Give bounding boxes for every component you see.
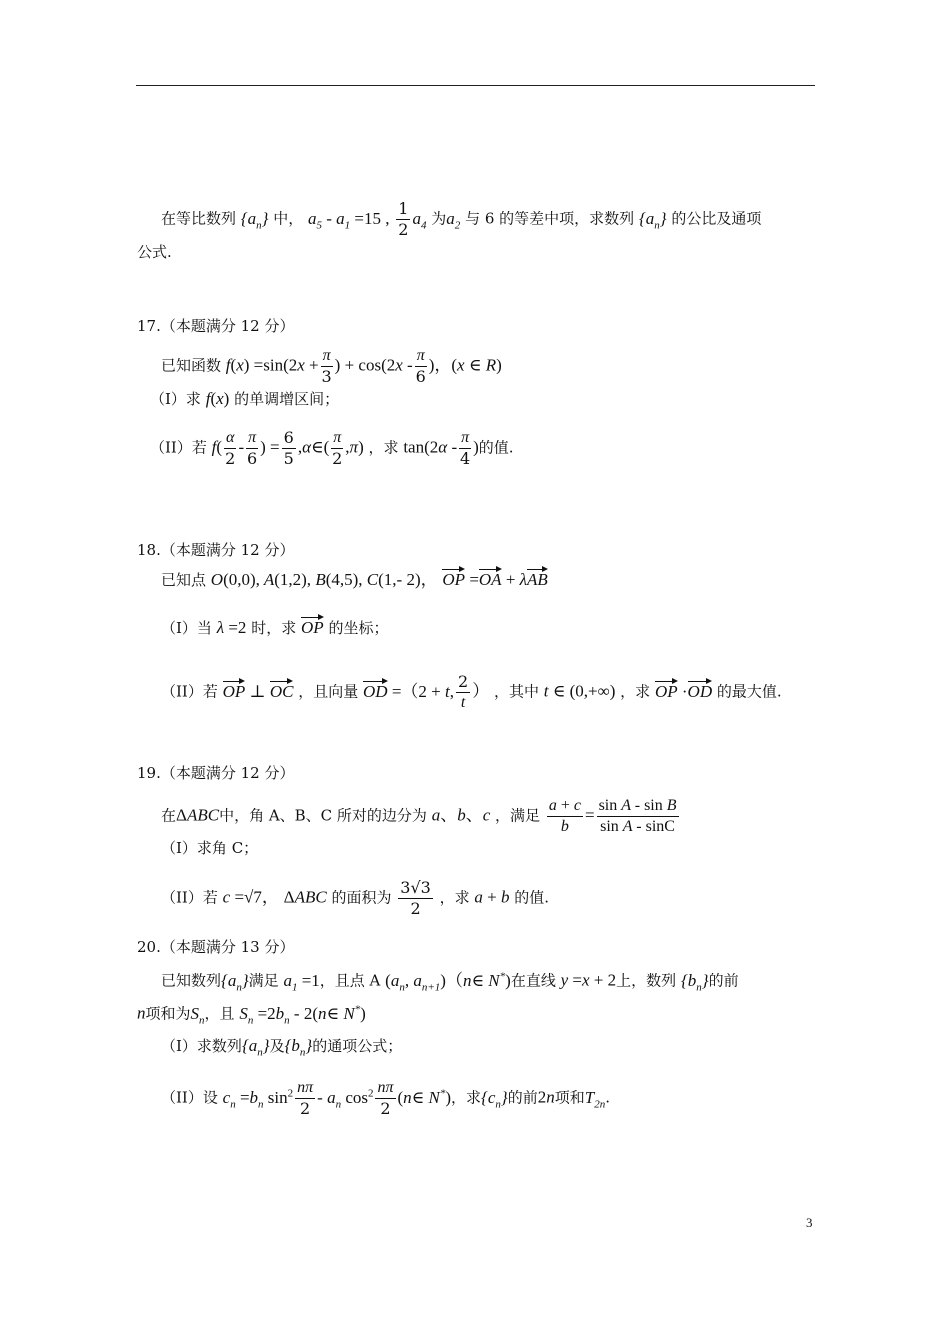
header-rule [136,85,815,86]
q18-part2: （II）若 OP ⊥ OC ，且向量 OD =（2 + t, $\frac{2}{t}$ ） ，其中 t ∈ (0,+∞) ，求 OP ·OD 的最大值. [161,672,782,711]
q18-stem: 已知点 O(0,0), A(1,2), B(4,5), C(1,- 2)， OP =OA + λAB [161,570,548,589]
formula-a5-a1: $a_5 - a_1 =15$ , [308,208,390,231]
q16-line-1: 在等比数列 $\{a_n\}$ 中， $a_5 - a_1 =15$ , $\frac{1}{2}$ $a_4$ 为$a_2$ 与 6 的等差中项，求数列 $\{a_n\}$ 的公比及通项 [161,199,762,239]
formula-ratio-left: $\frac{a + c}{b}$ [548,797,581,835]
q16-line-2: 公式. [137,243,172,261]
formula-points: O(0,0), A(1,2), B(4,5), C(1,- 2)， [210,570,438,589]
formula-f-definition: f(x) =sin(2x + [225,355,319,375]
formula-cn: $c_n =b_n$ $\sin^2$ [222,1086,294,1110]
formula-tan: tan(2α - [403,437,458,457]
formula-half: $\frac{1}{2}$ [398,199,409,239]
formula-op: OP =OA + λAB [442,570,548,589]
page-number: 3 [806,1215,813,1230]
q17-stem: 已知函数 f(x) =sin(2x + $\frac{\pi}{3}$ ) + cos(2x - $\frac{\pi}{6}$ )，(x ∈ R) [161,347,502,386]
formula-f-alpha: f( [211,437,223,457]
formula-area: $\frac{3√3}{2}$ [400,878,431,918]
formula-od: OD =（2 + t, [363,681,454,701]
q20-part1: （I）求数列$\{a_n\}$及$\{b_n\}$的通项公式； [161,1036,403,1059]
q17-part1: （I）求 f(x) 的单调增区间； [150,389,340,408]
q17-heading: 17.（本题满分 12 分） [137,317,295,335]
q18-heading: 18.（本题满分 12 分） [137,541,295,559]
formula-an: $\{a_n\}$ [240,208,269,231]
q19-part2: （II）若 c =√7， ΔABC 的面积为 $\frac{3√3}{2}$ ，求 a + b 的值. [161,878,550,918]
q17-part2: （II）若 f( $\frac{\alpha}{2}$ - $\frac{\pi}{6}$ ) = $\frac{6}{5}$ ,α∈( $\frac{\pi}{2}$ ,π) ，求 tan(2α - $\frac{\pi}{4}$ )的值. [150,428,514,468]
q20-stem-2: n项和为$S_n$，且 $S_n =2b_n$ - 2(n∈ N*) [137,1003,366,1027]
formula-ratio-right: $\frac{\text{sin A - sin B}}{\text{sin A - sinC}}$ [598,797,677,835]
q20-part2: （II）设 $c_n =b_n$ $\sin^2$ $\frac{n\pi}{2}$ - $a_n$ $\cos^2$ $\frac{n\pi}{2}$ (n∈ N*)，求$\{c_n\}$的前2n项和$T_{2n}$. [161,1079,610,1118]
q20-heading: 20.（本题满分 13 分） [137,938,295,956]
q20-stem-1: 已知数列$\{a_n\}$满足 $a_1 =1$，且点 A ($a_n$, $a_{n+1})(n\in$ N*)在直线 y =x + 2上，数列 $\{b_n\}$的前 [161,970,739,994]
q19-heading: 19.（本题满分 12 分） [137,764,295,782]
q19-stem: 在ΔABC中，角 A、B、C 所对的边分为 a、b、c ，满足 $\frac{a + c}{b}$ = $\frac{\text{sin A - sin B}}{\text{sin A - sinC}}$ [161,797,677,835]
q18-part1: （I）当 λ =2 时，求 OP 的坐标； [161,618,389,637]
q19-part1: （I）求角 C； [161,839,259,857]
